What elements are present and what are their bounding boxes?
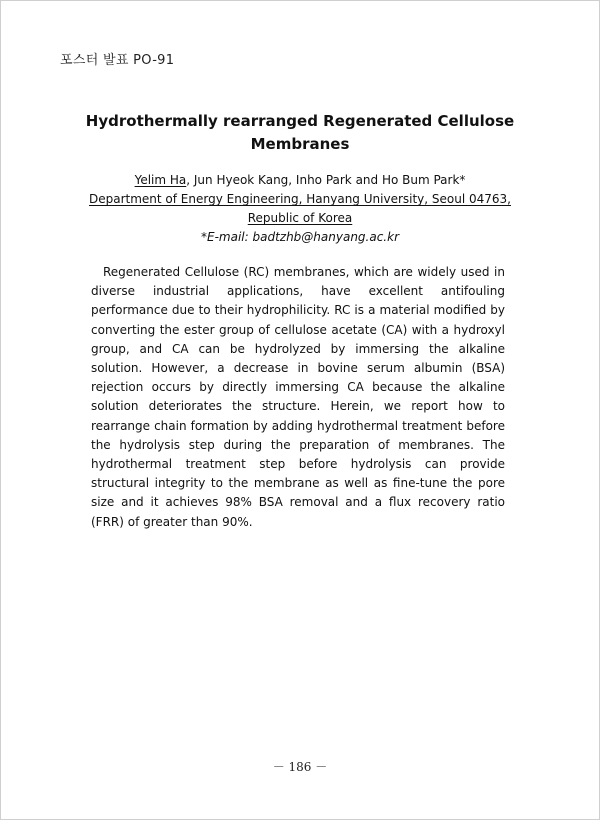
authors-block: [80, 171, 520, 247]
affiliation-line-1: Department of Energy Engineering, Hanyang University, Seoul 04763,: [89, 192, 511, 206]
title-line-1: Hydrothermally rearranged Regenerated Cellulose: [85, 112, 515, 130]
paper-title: [80, 110, 520, 156]
session-label: 포스터 발표 PO-91: [60, 53, 175, 68]
author-line: [80, 171, 520, 190]
co-authors: , Jun Hyeok Kang, Inho Park and Ho Bum Park*: [186, 173, 466, 187]
presenting-author: Yelim Ha: [134, 173, 187, 187]
abstract-text: Regenerated Cellulose (RC) membranes, which are widely used in diverse industrial applications, have excellent antifouling performance due to their hydrophilicity. RC is a material modified by converting the ester group of cellulose acetate (CA) with a hydroxyl group, and CA can be hydrolyzed by immersing the alkaline solution. However, a decrease in bovine serum albumin (BSA) rejection occurs by directly immersing CA because the alkaline solution deteriorates the structure. Herein, we report how to rearrange chain formation by adding hydrothermal treatment before the hydrolysis step during the preparation of membranes. The hydrothermal treatment step before hydrolysis can provide structural integrity to the membrane as well as fine-tune the pore size and it achieves 98% BSA removal and a flux recovery ratio (FRR) of greater than 90%.: [91, 265, 505, 529]
page-number: － 186 －: [272, 760, 328, 774]
affiliation-line-2: Republic of Korea: [247, 211, 353, 225]
title-line-2: Membranes: [250, 135, 350, 153]
corresponding-email: *E-mail: badtzhb@hanyang.ac.kr: [201, 230, 399, 244]
